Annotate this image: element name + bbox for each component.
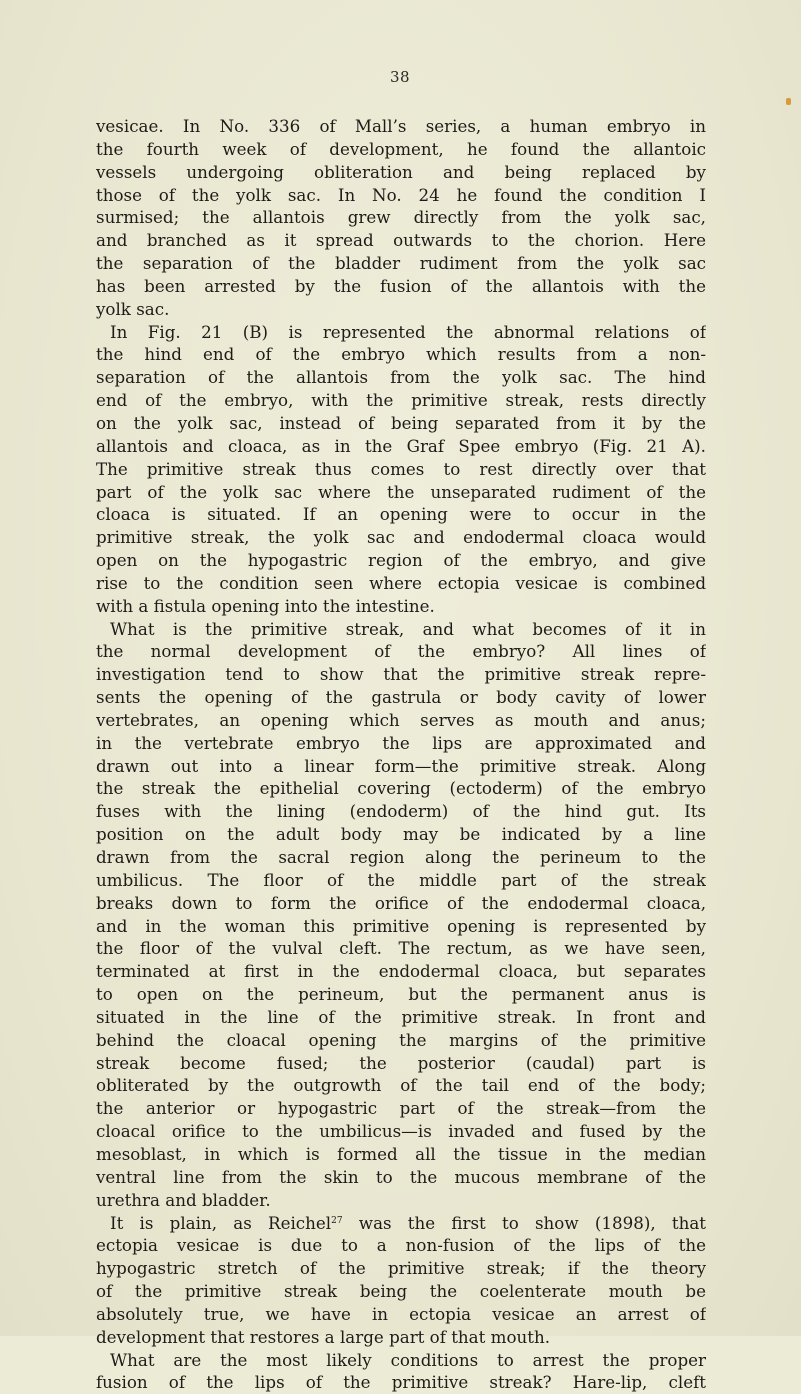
text-line: has been arrested by the fusion of the allantois with the [96, 275, 706, 296]
text-line: separation of the allantois from the yolk sac. The hind [96, 367, 706, 388]
text-line: development that restores a large part of that mouth. [96, 1326, 551, 1347]
paragraph-start-line: What are the most likely conditions to arrest the proper [110, 1349, 706, 1370]
text-line: the floor of the vulval cleft. The rectum, as we have seen, [96, 938, 706, 959]
text-line: vesicae. In No. 336 of Mall’s series, a human embryo in [96, 116, 706, 136]
text-line: obliterated by the outgrowth of the tail end of the body; [96, 1075, 706, 1096]
text-line: The primitive streak thus comes to rest directly over that [96, 458, 706, 479]
text-line: allantois and cloaca, as in the Graf Spee embryo (Fig. 21 A). [96, 435, 706, 456]
text-line: cloaca is situated. If an opening were to occur in the [96, 504, 706, 525]
text-line: those of the yolk sac. In No. 24 he found the condition I [96, 184, 706, 205]
text-line: cloacal orifice to the umbilicus—is invaded and fused by the [96, 1121, 706, 1142]
text-line: the separation of the bladder rudiment from the yolk sac [96, 253, 706, 274]
text-line: open on the hypogastric region of the embryo, and give [96, 550, 706, 571]
text-line: the normal development of the embryo? All lines of [96, 641, 706, 662]
text-line: yolk sac. [96, 298, 170, 319]
text-line: and in the woman this primitive opening is represented by [96, 915, 706, 936]
text-line: investigation tend to show that the primitive streak repre- [96, 664, 706, 685]
text-line: breaks down to form the orifice of the endodermal cloaca, [96, 892, 706, 913]
page-number: 38 [389, 68, 411, 86]
text-line: terminated at first in the endodermal cloaca, but separates [96, 961, 706, 982]
text-line: absolutely true, we have in ectopia vesicae an arrest of [96, 1303, 706, 1324]
text-line: in the vertebrate embryo the lips are approximated and [96, 732, 706, 753]
body-text [96, 115, 706, 1394]
text-line: with a fistula opening into the intestine. [96, 595, 435, 616]
text-line: sents the opening of the gastrula or body cavity of lower [96, 687, 706, 708]
text-line: drawn from the sacral region along the perineum to the [96, 847, 706, 867]
text-line: the streak the epithelial covering (ectoderm) of the embryo [96, 778, 706, 799]
paragraph-start-line: In Fig. 21 (B) is represented the abnormal relations of [110, 321, 706, 342]
text-line: situated in the line of the primitive streak. In front and [96, 1006, 706, 1027]
text-line: the hind end of the embryo which results from a non- [96, 344, 706, 365]
text-line: part of the yolk sac where the unseparated rudiment of the [96, 481, 706, 502]
citation-superscript: 27 [331, 1215, 343, 1226]
text-fragment: It is plain, as Reichel [110, 1212, 332, 1233]
paragraph-start-line [96, 1212, 706, 1235]
text-line: hypogastric stretch of the primitive streak; if the theory [96, 1258, 706, 1279]
text-line: on the yolk sac, instead of being separated from it by the [96, 412, 706, 433]
page-edge-mark [786, 98, 791, 105]
text-line: behind the cloacal opening the margins of the primitive [96, 1029, 706, 1050]
text-line: primitive streak, the yolk sac and endodermal cloaca would [96, 527, 706, 548]
text-line: vessels undergoing obliteration and being replaced by [96, 161, 706, 182]
text-line: mesoblast, in which is formed all the tissue in the median [96, 1143, 706, 1164]
text-line: ventral line from the skin to the mucous membrane of the [96, 1166, 706, 1187]
text-line: and branched as it spread outwards to the chorion. Here [96, 230, 706, 251]
text-line: umbilicus. The floor of the middle part of the streak [96, 869, 706, 890]
text-line: the anterior or hypogastric part of the streak—from the [96, 1098, 706, 1119]
text-line: streak become fused; the posterior (caudal) part is [96, 1052, 706, 1073]
text-line: of the primitive streak being the coelenterate mouth be [96, 1281, 706, 1302]
text-line: rise to the condition seen where ectopia vesicae is combined [96, 572, 706, 593]
text-line: drawn out into a linear form—the primitive streak. Along [96, 755, 706, 776]
text-line: urethra and bladder. [96, 1189, 271, 1210]
paragraph-start-line: What is the primitive streak, and what becomes of it in [110, 618, 706, 639]
text-fragment: was the first to show (1898), that [358, 1212, 706, 1233]
text-line: position on the adult body may be indicated by a line [96, 824, 706, 845]
text-line: end of the embryo, with the primitive streak, rests directly [96, 390, 706, 411]
text-line: ectopia vesicae is due to a non-fusion of the lips of the [96, 1235, 706, 1256]
text-line: vertebrates, an opening which serves as mouth and anus; [96, 709, 706, 730]
text-line: fuses with the lining (endoderm) of the hind gut. Its [96, 801, 706, 822]
text-line: the fourth week of development, he found the allantoic [96, 138, 706, 159]
text-line: to open on the perineum, but the permanent anus is [96, 984, 706, 1005]
text-line: fusion of the lips of the primitive streak? Hare-lip, cleft [96, 1372, 706, 1393]
text-line: surmised; the allantois grew directly from the yolk sac, [96, 207, 706, 228]
